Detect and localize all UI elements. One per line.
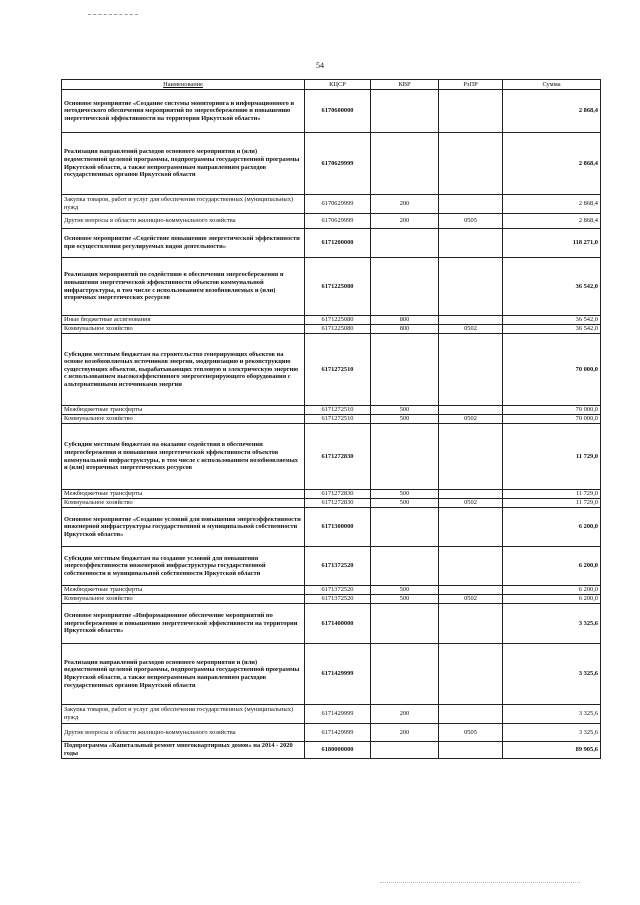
table-row <box>62 490 601 499</box>
cell-kcsr: 6171300000 <box>305 508 371 547</box>
cell-kvr <box>371 424 439 490</box>
table-header-row <box>62 80 601 90</box>
cell-sum: 3 325,6 <box>503 604 601 644</box>
table-row <box>62 229 601 258</box>
cell-name: Коммунальное хозяйство <box>62 325 305 334</box>
cell-name: Коммунальное хозяйство <box>62 595 305 604</box>
cell-kcsr: 6171272510 <box>305 334 371 406</box>
cell-name: Коммунальное хозяйство <box>62 499 305 508</box>
cell-rzpr <box>439 644 503 705</box>
table-row <box>62 547 601 586</box>
cell-kvr: 800 <box>371 325 439 334</box>
cell-sum: 36 542,0 <box>503 258 601 316</box>
cell-name: Реализация направлений расходов основного мероприятия и (или) ведомственной целевой программы, подпрограммы государственной программы Иркутской области, а также непрограммным направлениям расходов государственных органов Иркутской области <box>62 133 305 195</box>
cell-kcsr: 6171225080 <box>305 325 371 334</box>
table-body <box>62 90 601 759</box>
cell-name: Другие вопросы в области жилищно-коммунального хозяйства <box>62 724 305 742</box>
cell-kcsr: 6171272510 <box>305 415 371 424</box>
cell-kvr <box>371 133 439 195</box>
cell-sum: 118 271,0 <box>503 229 601 258</box>
cell-sum: 2 868,4 <box>503 90 601 133</box>
cell-sum: 6 200,0 <box>503 586 601 595</box>
cell-sum: 11 729,0 <box>503 499 601 508</box>
cell-name: Основное мероприятие «Создание системы мониторинга и информационного и методического обеспечения мероприятий по энергосбережению и повышению энергетической эффективности на территории Иркутской области» <box>62 90 305 133</box>
cell-kvr <box>371 644 439 705</box>
cell-name: Реализация направлений расходов основного мероприятия и (или) ведомственной целевой программы, подпрограммы государственной программы Иркутской области, а также непрограммным направлениям расходов государственных органов Иркутской области <box>62 644 305 705</box>
cell-kcsr: 6171225080 <box>305 316 371 325</box>
cell-kcsr: 6171272830 <box>305 499 371 508</box>
cell-rzpr <box>439 334 503 406</box>
header-kcsr: КЦСР <box>305 80 371 90</box>
table-row <box>62 258 601 316</box>
cell-rzpr: 0502 <box>439 499 503 508</box>
cell-rzpr <box>439 705 503 724</box>
cell-rzpr: 0502 <box>439 595 503 604</box>
cell-name: Субсидии местным бюджетам на создание условий для повышения энергоэффективности инженерной инфраструктуры государственной собственности и муниципальной собственности Иркутской области <box>62 547 305 586</box>
cell-kcsr: 6171272830 <box>305 424 371 490</box>
table-row <box>62 406 601 415</box>
cell-kcsr: 6171429999 <box>305 705 371 724</box>
cell-rzpr <box>439 133 503 195</box>
cell-kvr: 500 <box>371 595 439 604</box>
cell-sum: 11 729,0 <box>503 490 601 499</box>
table-row <box>62 90 601 133</box>
cell-name: Межбюджетные трансферты <box>62 490 305 499</box>
table-row <box>62 508 601 547</box>
cell-rzpr <box>439 229 503 258</box>
table-row <box>62 334 601 406</box>
cell-name: Закупка товаров, работ и услуг для обеспечения государственных (муниципальных) нужд <box>62 705 305 724</box>
cell-rzpr <box>439 258 503 316</box>
cell-rzpr <box>439 547 503 586</box>
cell-kvr <box>371 229 439 258</box>
cell-name: Иные бюджетные ассигнования <box>62 316 305 325</box>
cell-kvr <box>371 547 439 586</box>
cell-kvr: 200 <box>371 705 439 724</box>
cell-sum: 2 868,4 <box>503 214 601 229</box>
cell-name: Межбюджетные трансферты <box>62 406 305 415</box>
table-row <box>62 499 601 508</box>
cell-kcsr: 6171429999 <box>305 724 371 742</box>
cell-name: Реализация мероприятий по содействию в обеспечении энергосбережения и повышения энергетической эффективности объектов коммунальной инфраструктуры, в том числе с использованием возобновляемых и (или) вторичных энергетических ресурсов <box>62 258 305 316</box>
scan-artifact-bottom <box>380 882 580 883</box>
table-row <box>62 214 601 229</box>
table-row <box>62 415 601 424</box>
cell-sum: 36 542,0 <box>503 325 601 334</box>
table-row <box>62 316 601 325</box>
cell-sum: 3 325,6 <box>503 644 601 705</box>
cell-name: Закупка товаров, работ и услуг для обеспечения государственных (муниципальных) нужд <box>62 195 305 214</box>
table-row <box>62 133 601 195</box>
cell-kcsr: 6170629999 <box>305 214 371 229</box>
page-number: 54 <box>316 61 324 70</box>
cell-kcsr: 6171272510 <box>305 406 371 415</box>
cell-sum: 70 000,0 <box>503 334 601 406</box>
cell-kcsr: 6180000000 <box>305 742 371 759</box>
cell-name: Коммунальное хозяйство <box>62 415 305 424</box>
cell-name: Основное мероприятие «Создание условий для повышения энергоэффективности инженерной инфраструктуры государственной и муниципальной собственности Иркутской области» <box>62 508 305 547</box>
cell-sum: 11 729,0 <box>503 424 601 490</box>
cell-name: Основное мероприятие «Информационное обеспечение мероприятий по энергосбережению и повышению энергетической эффективности на территории Иркутской области» <box>62 604 305 644</box>
cell-kvr: 500 <box>371 490 439 499</box>
cell-rzpr: 0502 <box>439 325 503 334</box>
cell-kcsr: 6170629999 <box>305 133 371 195</box>
cell-rzpr <box>439 424 503 490</box>
cell-sum: 36 542,0 <box>503 316 601 325</box>
cell-rzpr <box>439 604 503 644</box>
table-row <box>62 724 601 742</box>
cell-kvr: 200 <box>371 214 439 229</box>
cell-name: Подпрограмма «Капитальный ремонт многоквартирных домов» на 2014 - 2020 годы <box>62 742 305 759</box>
cell-kvr: 500 <box>371 406 439 415</box>
header-kvr: КВР <box>371 80 439 90</box>
header-sum: Сумма <box>503 80 601 90</box>
cell-sum: 2 868,4 <box>503 195 601 214</box>
cell-rzpr <box>439 195 503 214</box>
cell-name: Межбюджетные трансферты <box>62 586 305 595</box>
cell-sum: 70 000,0 <box>503 415 601 424</box>
cell-sum: 3 325,6 <box>503 724 601 742</box>
table-row <box>62 586 601 595</box>
cell-rzpr <box>439 508 503 547</box>
cell-kcsr: 6170600000 <box>305 90 371 133</box>
cell-kvr: 800 <box>371 316 439 325</box>
table-row <box>62 604 601 644</box>
cell-kcsr: 6171272830 <box>305 490 371 499</box>
cell-sum: 89 905,6 <box>503 742 601 759</box>
cell-sum: 6 200,0 <box>503 508 601 547</box>
scan-artifact <box>88 14 138 15</box>
table-row <box>62 742 601 759</box>
table-row <box>62 644 601 705</box>
cell-kvr: 500 <box>371 499 439 508</box>
cell-kcsr: 6171400000 <box>305 604 371 644</box>
cell-rzpr <box>439 742 503 759</box>
cell-rzpr: 0505 <box>439 214 503 229</box>
table-row <box>62 195 601 214</box>
cell-rzpr <box>439 90 503 133</box>
cell-rzpr: 0505 <box>439 724 503 742</box>
header-name: Наименование <box>62 80 305 90</box>
table-row <box>62 325 601 334</box>
cell-kvr: 200 <box>371 195 439 214</box>
cell-rzpr <box>439 316 503 325</box>
cell-sum: 3 325,6 <box>503 705 601 724</box>
cell-sum: 6 200,0 <box>503 595 601 604</box>
cell-kvr <box>371 258 439 316</box>
cell-kcsr: 6171200000 <box>305 229 371 258</box>
cell-kcsr: 6171372520 <box>305 547 371 586</box>
cell-name: Субсидии местным бюджетам на строительство генерирующих объектов на основе возобновляемых источников энергии, модернизацию и реконструкцию существующих объектов, вырабатывающих тепловую и электрическую энергию с использованием высокоэффективного энергогенерирующего оборудования с альтернативными источниками энергии <box>62 334 305 406</box>
table-row <box>62 705 601 724</box>
cell-kcsr: 6171372520 <box>305 586 371 595</box>
cell-kvr: 500 <box>371 415 439 424</box>
cell-kcsr: 6170629999 <box>305 195 371 214</box>
cell-kcsr: 6171429999 <box>305 644 371 705</box>
cell-name: Другие вопросы в области жилищно-коммунального хозяйства <box>62 214 305 229</box>
cell-rzpr <box>439 490 503 499</box>
cell-kvr: 500 <box>371 586 439 595</box>
cell-kvr <box>371 334 439 406</box>
cell-sum: 70 000,0 <box>503 406 601 415</box>
cell-kcsr: 6171225080 <box>305 258 371 316</box>
cell-kcsr: 6171372520 <box>305 595 371 604</box>
cell-kvr: 200 <box>371 724 439 742</box>
cell-name: Основное мероприятие «Содействие повышению энергетической эффективности при осуществлении регулируемых видов деятельности» <box>62 229 305 258</box>
cell-rzpr: 0502 <box>439 415 503 424</box>
cell-kvr <box>371 742 439 759</box>
cell-sum: 6 200,0 <box>503 547 601 586</box>
cell-sum: 2 868,4 <box>503 133 601 195</box>
cell-rzpr <box>439 406 503 415</box>
cell-kvr <box>371 90 439 133</box>
cell-kvr <box>371 604 439 644</box>
table-row <box>62 595 601 604</box>
cell-name: Субсидии местным бюджетам на оказание содействия в обеспечении энергосбережения и повышения энергетической эффективности объектов коммунальной инфраструктуры, в том числе с использованием возобновляемых и (или) вторичных энергетических ресурсов <box>62 424 305 490</box>
cell-rzpr <box>439 586 503 595</box>
table-row <box>62 424 601 490</box>
cell-kvr <box>371 508 439 547</box>
budget-table <box>61 79 601 759</box>
header-rzpr: РзПР <box>439 80 503 90</box>
